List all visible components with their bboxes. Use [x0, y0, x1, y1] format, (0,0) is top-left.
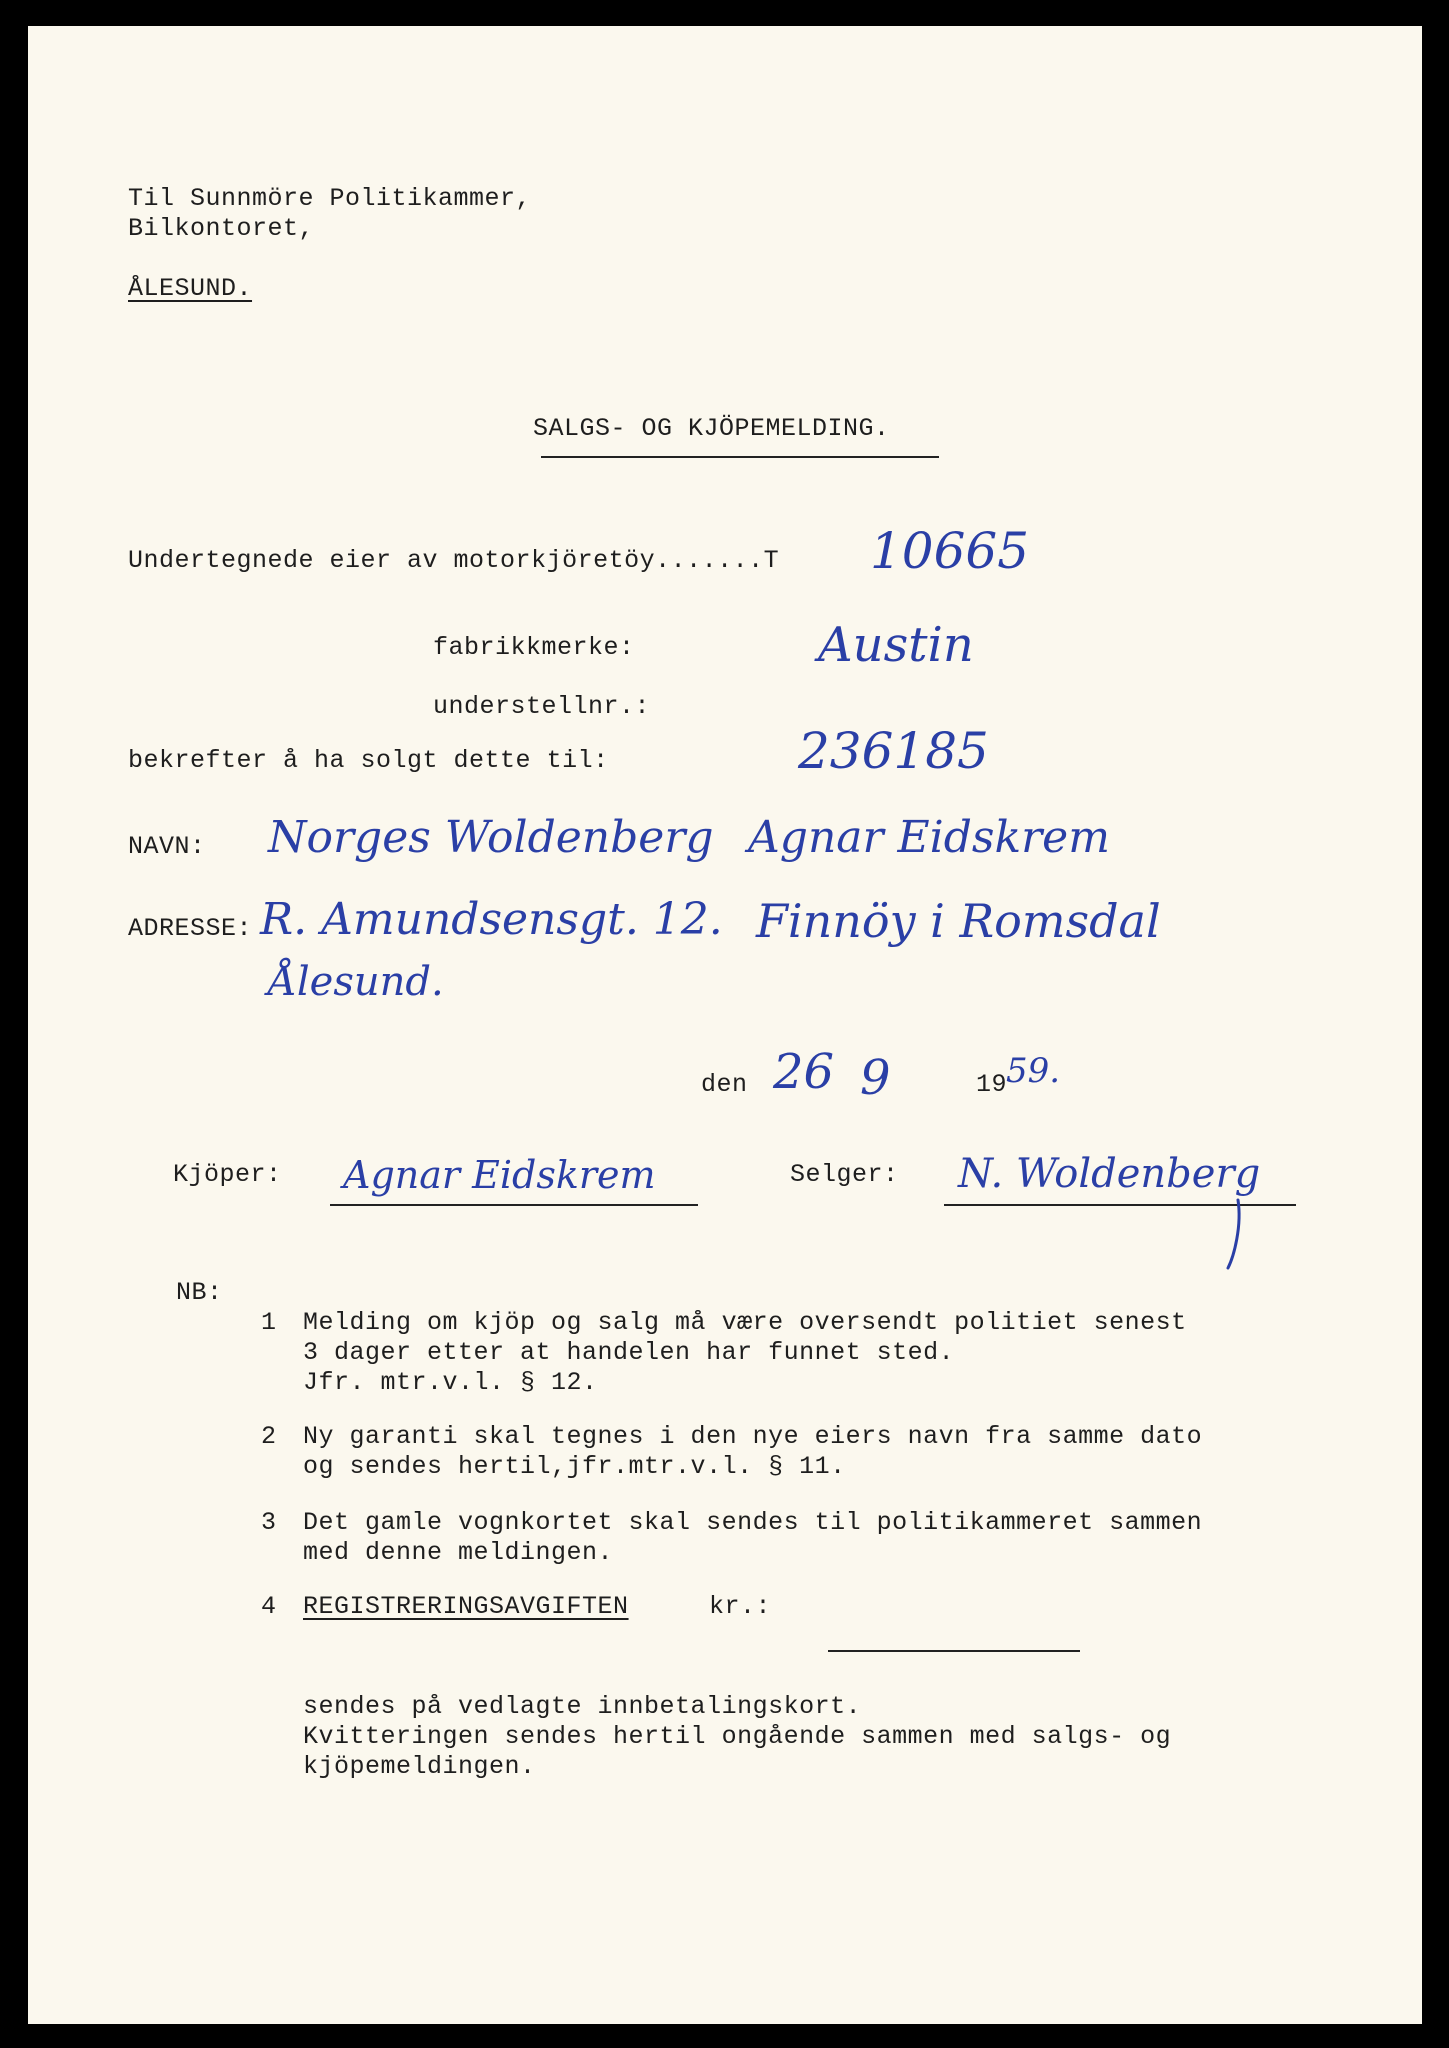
note-3-line-1: Det gamle vognkortet skal sendes til politikammeret sammen	[303, 1508, 1203, 1537]
title-underline	[541, 456, 939, 458]
seller-signature: N. Woldenberg	[958, 1151, 1261, 1197]
note-1-line-2: 3 dager etter at handelen har funnet sted.	[303, 1338, 955, 1367]
addressee-line-2: Bilkontoret,	[128, 214, 315, 243]
footer-line-1: sendes på vedlagte innbetalingskort.	[303, 1692, 862, 1721]
reg-number: 10665	[870, 522, 1030, 580]
note-3-number: 3	[261, 1508, 277, 1537]
fee-amount-line	[828, 1650, 1080, 1652]
footer-line-3: kjöpemeldingen.	[303, 1752, 536, 1781]
buyer-name: Agnar Eidskrem	[748, 812, 1110, 863]
footer-line-2: Kvitteringen sendes hertil ongående sammen med salgs- og	[303, 1722, 1172, 1751]
note-4-heading: REGISTRERINGSAVGIFTEN	[303, 1592, 629, 1621]
note-2-line-1: Ny garanti skal tegnes i den nye eiers navn fra samme dato	[303, 1422, 1203, 1451]
owner-label: Undertegnede eier av motorkjöretöy.......T	[128, 546, 780, 575]
make-value: Austin	[818, 617, 974, 673]
seller-address: R. Amundsensgt. 12.	[260, 894, 723, 945]
buyer-signature: Agnar Eidskrem	[343, 1153, 656, 1197]
date-year-written: 59.	[1006, 1051, 1061, 1091]
note-3-line-2: med denne meldingen.	[303, 1538, 614, 1567]
note-2-number: 2	[261, 1422, 277, 1451]
address-label: ADRESSE:	[128, 914, 253, 943]
seller-name: Norges Woldenberg	[268, 812, 714, 863]
chassis-value: 236185	[798, 722, 989, 780]
note-1-line-1: Melding om kjöp og salg må være oversendt politiet senest	[303, 1308, 1187, 1337]
addressee-city: ÅLESUND.	[128, 274, 253, 303]
document-title: SALGS- OG KJÖPEMELDING.	[533, 414, 890, 443]
date-month: 9	[860, 1050, 891, 1106]
note-4-number: 4	[261, 1592, 277, 1621]
make-label: fabrikkmerke:	[433, 633, 635, 662]
note-4-suffix: kr.:	[709, 1592, 772, 1621]
document-page	[28, 26, 1422, 2024]
name-label: NAVN:	[128, 832, 206, 861]
addressee-line-1: Til Sunnmöre Politikammer,	[128, 184, 532, 213]
date-year-printed: 19	[976, 1070, 1008, 1099]
notes-label: NB:	[176, 1278, 223, 1307]
date-day: 26	[773, 1044, 835, 1100]
seller-label: Selger:	[790, 1160, 899, 1189]
note-1-line-3: Jfr. mtr.v.l. § 12.	[303, 1368, 598, 1397]
signature-flourish	[1228, 1196, 1288, 1276]
buyer-signature-line	[330, 1204, 698, 1206]
note-2-line-2: og sendes hertil,jfr.mtr.v.l. § 11.	[303, 1452, 846, 1481]
date-prefix: den	[701, 1070, 748, 1099]
chassis-label: understellnr.:	[433, 692, 651, 721]
buyer-address: Finnöy i Romsdal	[756, 894, 1161, 948]
note-1-number: 1	[261, 1308, 277, 1337]
buyer-label: Kjöper:	[173, 1160, 282, 1189]
sold-to-label: bekrefter å ha solgt dette til:	[128, 746, 609, 775]
seller-city: Ålesund.	[268, 959, 444, 1005]
